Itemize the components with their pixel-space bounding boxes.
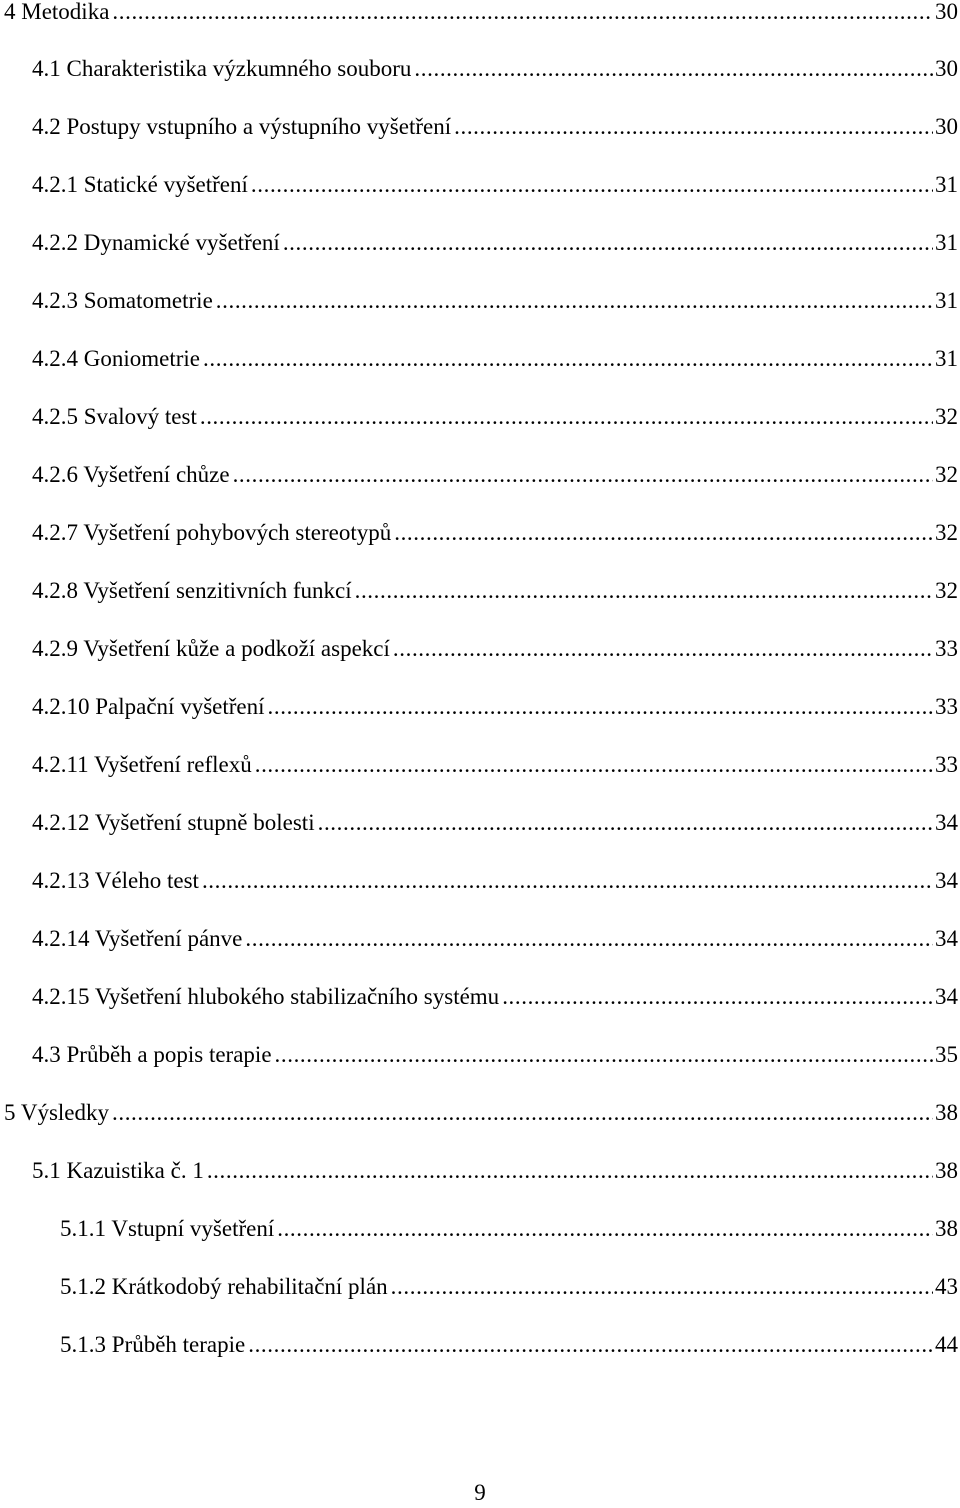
toc-entry[interactable] [32,576,958,606]
toc-entry-page: 31 [935,288,958,313]
toc-entry-label: 4.2.15 Vyšetření hlubokého stabilizačního systému [32,984,500,1009]
toc-entry-page: 34 [935,926,958,951]
toc-entry-label: 5.1.1 Vstupní vyšetření [60,1216,275,1241]
toc-entry-page: 44 [935,1332,958,1357]
toc-entry-label: 5.1 Kazuistika č. 1 [32,1158,204,1183]
toc-entry[interactable] [4,1098,958,1128]
toc-leader-dots [318,808,933,838]
toc-leader-dots [277,1214,933,1244]
toc-leader-dots [502,982,933,1012]
toc-leader-dots [248,1330,933,1360]
toc-entry[interactable] [32,228,958,258]
toc-entry-page: 33 [935,752,958,777]
toc-leader-dots [255,750,933,780]
toc-entry[interactable] [32,634,958,664]
toc-entry-page: 31 [935,346,958,371]
toc-leader-dots [216,286,933,316]
toc-entry-label: 4.2.5 Svalový test [32,404,197,429]
toc-entry-label: 4.2.12 Vyšetření stupně bolesti [32,810,315,835]
toc-entry-page: 30 [935,114,958,139]
toc-entry-page: 33 [935,636,958,661]
toc-entry-page: 38 [935,1158,958,1183]
toc-leader-dots [233,460,933,490]
toc-entry-label: 4.2 Postupy vstupního a výstupního vyšetření [32,114,452,139]
toc-entry[interactable] [4,0,958,27]
toc-entry-label: 4.2.11 Vyšetření reflexů [32,752,252,777]
toc-leader-dots [414,54,933,84]
toc-entry-page: 34 [935,810,958,835]
toc-leader-dots [393,634,933,664]
toc-entry-label: 5.1.3 Průběh terapie [60,1332,246,1357]
toc-leader-dots [251,170,933,200]
toc-entry-label: 4.2.7 Vyšetření pohybových stereotypů [32,520,392,545]
toc-entry[interactable] [60,1272,958,1302]
toc-entry[interactable] [60,1214,958,1244]
toc-entry-page: 32 [935,404,958,429]
toc-entry-page: 35 [935,1042,958,1067]
toc-entry-label: 4.2.14 Vyšetření pánve [32,926,243,951]
toc-entry-label: 4.2.13 Véleho test [32,868,199,893]
toc-entry-label: 4.2.2 Dynamické vyšetření [32,230,280,255]
toc-entry[interactable] [60,1330,958,1360]
toc-entry-label: 4.2.8 Vyšetření senzitivních funkcí [32,578,352,603]
toc-entry-page: 33 [935,694,958,719]
toc-entry-label: 4.3 Průběh a popis terapie [32,1042,272,1067]
toc-entry-page: 43 [935,1274,958,1299]
toc-entry[interactable] [32,750,958,780]
toc-leader-dots [283,228,933,258]
toc-leader-dots [203,344,933,374]
toc-entry-page: 34 [935,868,958,893]
toc-entry-label: 5 Výsledky [4,1100,109,1125]
toc-entry[interactable] [32,924,958,954]
toc-entry-label: 4.2.9 Vyšetření kůže a podkoží aspekcí [32,636,390,661]
toc-leader-dots [355,576,933,606]
toc-leader-dots [394,518,933,548]
toc-entry[interactable] [32,170,958,200]
toc-entry[interactable] [32,344,958,374]
toc-entry[interactable] [32,1156,958,1186]
toc-entry[interactable] [32,808,958,838]
toc-leader-dots [391,1272,933,1302]
toc-leader-dots [245,924,933,954]
toc-leader-dots [112,1098,933,1128]
toc-leader-dots [112,0,933,27]
toc-entry[interactable] [32,866,958,896]
toc-entry[interactable] [32,982,958,1012]
toc-leader-dots [202,866,933,896]
toc-entry-label: 4.2.3 Somatometrie [32,288,213,313]
toc-entry-label: 5.1.2 Krátkodobý rehabilitační plán [60,1274,388,1299]
page-number: 9 [474,1480,486,1505]
toc-entry-page: 34 [935,984,958,1009]
toc-entry-page: 31 [935,172,958,197]
toc-leader-dots [200,402,933,432]
toc-entry-page: 32 [935,578,958,603]
toc-entry[interactable] [32,402,958,432]
toc-entry-page: 38 [935,1216,958,1241]
toc-entry[interactable] [32,286,958,316]
toc-entry-label: 4.1 Charakteristika výzkumného souboru [32,56,412,81]
toc-entry-page: 30 [935,56,958,81]
toc-entry[interactable] [32,54,958,84]
toc-entry-page: 32 [935,520,958,545]
toc-leader-dots [454,112,933,142]
toc-entry-label: 4.2.6 Vyšetření chůze [32,462,230,487]
toc-leader-dots [268,692,933,722]
toc-entry-page: 32 [935,462,958,487]
toc-entry[interactable] [32,460,958,490]
toc-leader-dots [275,1040,933,1070]
toc-entry-label: 4.2.4 Goniometrie [32,346,200,371]
toc-entry-page: 38 [935,1100,958,1125]
toc-entry-label: 4.2.10 Palpační vyšetření [32,694,265,719]
toc-entry-page: 30 [935,0,958,24]
toc-entry[interactable] [32,692,958,722]
toc-entry-label: 4 Metodika [4,0,110,24]
toc-leader-dots [207,1156,933,1186]
toc-entry[interactable] [32,518,958,548]
toc-entry-label: 4.2.1 Statické vyšetření [32,172,248,197]
toc-entry-page: 31 [935,230,958,255]
toc-entry[interactable] [32,1040,958,1070]
toc-entry[interactable] [32,112,958,142]
